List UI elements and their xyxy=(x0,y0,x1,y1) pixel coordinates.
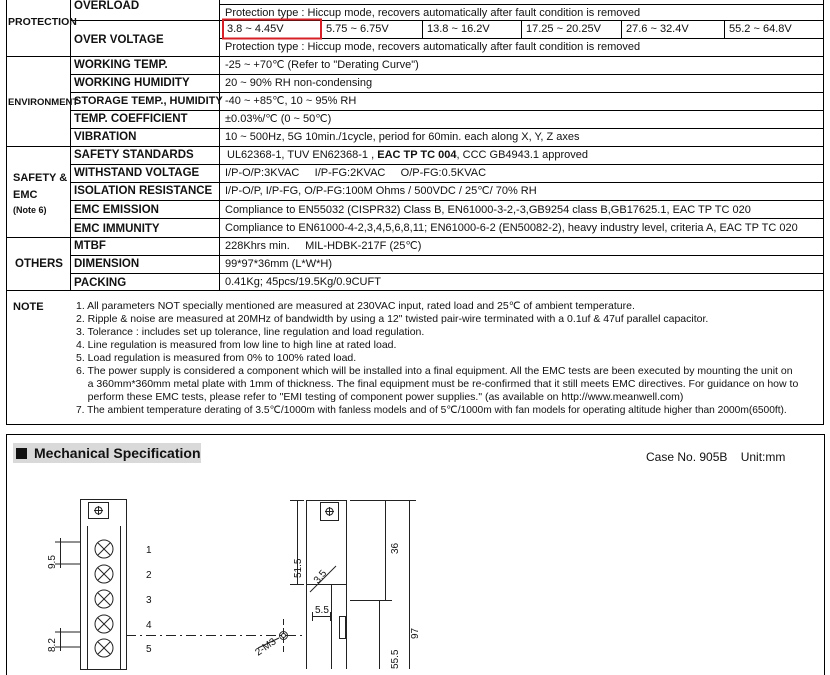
env-value-temp-coefficient: ±0.03%/℃ (0 ~ 50℃) xyxy=(225,113,332,125)
mechanical-title: Mechanical Specification xyxy=(34,445,201,461)
overload-note: Protection type : Hiccup mode, recovers automatically after fault condition is removed xyxy=(225,7,641,19)
env-value-working-temp: -25 ~ +70℃ (Refer to "Derating Curve") xyxy=(225,59,419,71)
over-voltage-label: OVER VOLTAGE xyxy=(74,34,164,46)
emc-emission-label: EMC EMISSION xyxy=(74,204,159,216)
dim-97: 97 xyxy=(410,627,421,639)
env-value-vibration: 10 ~ 500Hz, 5G 10min./1cycle, period for 60min. each along X, Y, Z axes xyxy=(225,131,580,143)
mtbf-label: MTBF xyxy=(74,240,106,252)
ovp-value-1: 3.8 ~ 4.45V xyxy=(227,23,284,35)
mechanical-drawing xyxy=(0,434,830,669)
safety-standards-part-a: UL62368-1, TUV EN62368-1 , xyxy=(227,149,375,161)
env-value-storage: -40 ~ +85℃, 10 ~ 95% RH xyxy=(225,95,357,107)
isolation-resistance-value: I/P-O/P, I/P-FG, O/P-FG:100M Ohms / 500VDC / 25℃/ 70% RH xyxy=(225,185,537,197)
dim-51-5: 51.5 xyxy=(293,558,304,578)
dim-8-2: 8.2 xyxy=(47,638,58,652)
dimension-label: DIMENSION xyxy=(74,258,140,270)
note-line-2: 2. Ripple & noise are measured at 20MHz of bandwidth by using a 12" twisted pair-wire terminated with a 0.1uf & 47uf parallel capacitor. xyxy=(76,313,709,325)
packing-label: PACKING xyxy=(74,277,127,289)
dim-3-5: 3.5 xyxy=(311,568,330,586)
isolation-resistance-label: ISOLATION RESISTANCE xyxy=(74,185,213,197)
packing-value: 0.41Kg; 45pcs/19.5Kg/0.9CUFT xyxy=(225,276,381,288)
withstand-voltage-label: WITHSTAND VOLTAGE xyxy=(74,167,200,179)
ovp-value-6: 55.2 ~ 64.8V xyxy=(729,23,792,35)
category-others: OTHERS xyxy=(15,258,63,270)
dim-36: 36 xyxy=(390,542,401,554)
overload-label: OVERLOAD xyxy=(74,0,140,12)
category-safety: SAFETY & xyxy=(13,172,68,184)
dim-55-5: 55.5 xyxy=(390,649,401,669)
terminal-label-4: 4 xyxy=(146,620,152,631)
env-label-vibration: VIBRATION xyxy=(74,131,137,143)
safety-standards-part-c: , CCC GB4943.1 approved xyxy=(456,149,588,161)
ovp-value-5: 27.6 ~ 32.4V xyxy=(626,23,689,35)
safety-standards-value xyxy=(227,147,588,164)
note-line-6b: a 360mm*360mm metal plate with 1mm of thickness. The final equipment must be re-confirmed that it still meets EMC directives. For guidance on how to xyxy=(76,378,799,390)
over-voltage-note: Protection type : Hiccup mode, recovers automatically after fault condition is removed xyxy=(225,41,641,53)
category-note: NOTE xyxy=(13,301,44,313)
case-info: Case No. 905B Unit:mm xyxy=(646,450,786,464)
category-environment: ENVIRONMENT xyxy=(8,97,79,108)
env-label-temp-coefficient: TEMP. COEFFICIENT xyxy=(74,113,188,125)
note-line-7: 7. The ambient temperature derating of 3.5℃/1000m with fanless models and of 5℃/1000m with fan models for operating altitude higher than 2000m(6500ft). xyxy=(76,405,787,416)
ovp-value-4: 17.25 ~ 20.25V xyxy=(526,23,601,35)
terminal-label-3: 3 xyxy=(146,595,152,606)
note-line-6c: perform these EMC tests, please refer to "EMI testing of component power supplies." (as available on http://www.meanwell.com) xyxy=(76,391,684,403)
safety-standards-label: SAFETY STANDARDS xyxy=(74,149,194,161)
category-note6: (Note 6) xyxy=(13,205,47,215)
category-emc: EMC xyxy=(13,189,38,201)
note-line-1: 1. All parameters NOT specially mentioned are measured at 230VAC input, rated load and 25℃ of ambient temperature. xyxy=(76,300,635,312)
env-label-storage: STORAGE TEMP., HUMIDITY xyxy=(74,95,223,107)
emc-immunity-value: Compliance to EN61000-4-2,3,4,5,6,8,11; EN61000-6-2 (EN50082-2), heavy industry level, criteria A, EAC TP TC 020 xyxy=(225,222,798,234)
note-line-5: 5. Load regulation is measured from 0% to 100% rated load. xyxy=(76,352,357,364)
note-line-3: 3. Tolerance : includes set up tolerance, line regulation and load regulation. xyxy=(76,326,425,338)
dim-9-5: 9.5 xyxy=(47,555,58,569)
emc-immunity-label: EMC IMMUNITY xyxy=(74,223,160,235)
ovp-value-2: 5.75 ~ 6.75V xyxy=(326,23,389,35)
dimension-value: 99*97*36mm (L*W*H) xyxy=(225,258,332,270)
terminal-label-2: 2 xyxy=(146,570,152,581)
env-label-working-humidity: WORKING HUMIDITY xyxy=(74,77,190,89)
env-value-working-humidity: 20 ~ 90% RH non-condensing xyxy=(225,77,373,89)
emc-emission-value: Compliance to EN55032 (CISPR32) Class B, EN61000-3-2,-3,GB9254 class B,GB17625.1, EAC TP TC 020 xyxy=(225,204,751,216)
withstand-voltage-value: I/P-O/P:3KVAC I/P-FG:2KVAC O/P-FG:0.5KVAC xyxy=(225,167,487,179)
note-line-6: 6. The power supply is considered a component which will be installed into a final equipment. All the EMC tests are been executed by mounting the unit on xyxy=(76,365,793,377)
safety-standards-eac: EAC TP TC 004 xyxy=(377,149,457,161)
ovp-value-3: 13.8 ~ 16.2V xyxy=(427,23,490,35)
dim-5-5: 5.5 xyxy=(315,605,329,616)
env-label-working-temp: WORKING TEMP. xyxy=(74,59,168,71)
dim-2-m3: 2-M3 xyxy=(253,636,279,659)
mtbf-value: 228Khrs min. MIL-HDBK-217F (25℃) xyxy=(225,240,422,252)
terminal-label-5: 5 xyxy=(146,644,152,655)
terminal-label-1: 1 xyxy=(146,545,152,556)
note-line-4: 4. Line regulation is measured from low line to high line at rated load. xyxy=(76,339,397,351)
category-protection: PROTECTION xyxy=(8,16,77,28)
